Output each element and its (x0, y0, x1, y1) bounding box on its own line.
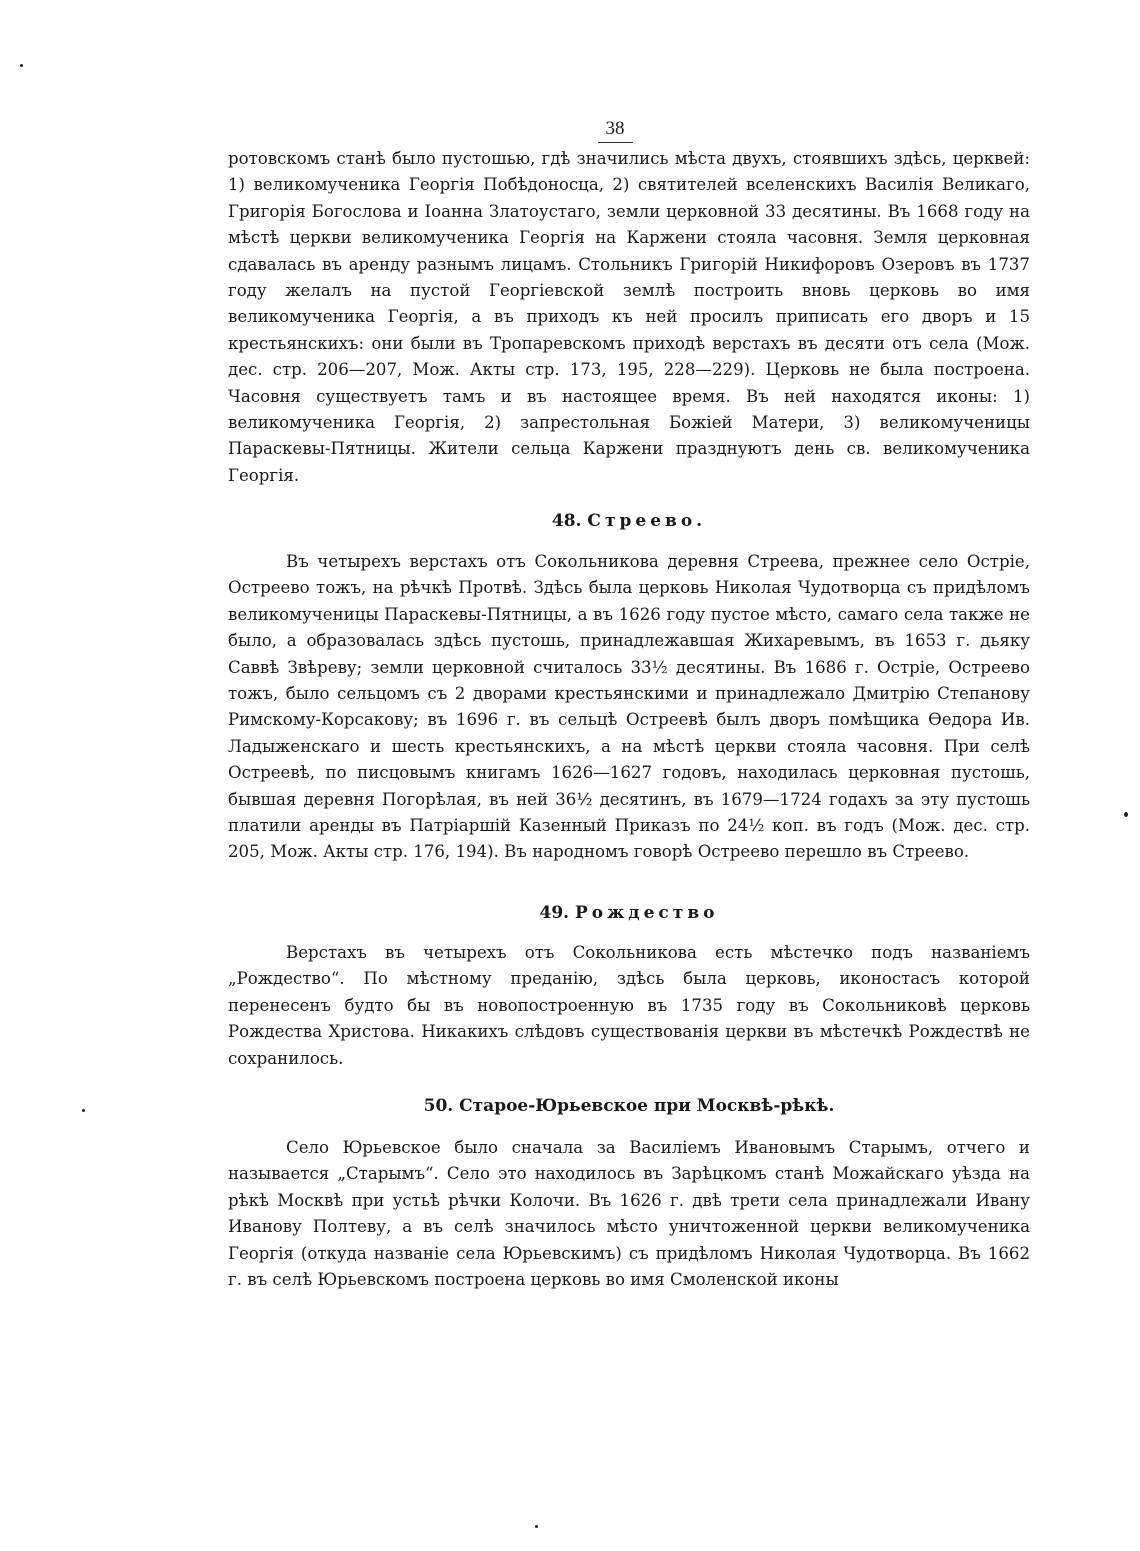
section-paragraph-49: Верстахъ въ четырехъ отъ Сокольникова есть мѣстечко подъ названіемъ „Рождество“. По мѣстному преданію, здѣсь была церковь, иконостасъ которой перенесенъ будто бы въ новопостроенную въ 1735 году въ Сокольниковѣ церковь Рождества Христова. Никакихъ слѣдовъ существованія церкви въ мѣстечкѣ Рождествѣ не сохранилось. (228, 943, 1030, 1068)
section-title: Рождество (575, 903, 719, 923)
scan-speck (535, 1525, 538, 1528)
section-title: Стреево. (587, 511, 707, 531)
section-number: 49. (539, 903, 570, 923)
section-number: 48. (551, 511, 582, 531)
scan-speck (82, 1109, 85, 1112)
scan-speck (20, 64, 23, 67)
section-heading-48 (228, 509, 1030, 533)
section-paragraph-48: Въ четырехъ верстахъ отъ Сокольникова деревня Стреева, прежнее село Остріе, Остреево тожъ, на рѣчкѣ Протвѣ. Здѣсь была церковь Николая Чудотворца съ придѣломъ великомученицы Параскевы-Пятницы, а въ 1626 году пустое мѣсто, самаго села также не было, а образовалась здѣсь пустошь, принадлежавшая Жихаревымъ, въ 1653 г. дьяку Саввѣ Звѣреву; земли церковной считалось 33½ десятины. Въ 1686 г. Остріе, Остреево тожъ, было сельцомъ съ 2 дворами крестьянскими и принадлежало Дмитрію Степанову Римскому-Корсакову; въ 1696 г. въ сельцѣ Остреевѣ былъ дворъ помѣщика Ѳедора Ив. Ладыженскаго и шесть крестьянскихъ, а на мѣстѣ церкви стояла часовня. При селѣ Остреевѣ, по писцовымъ книгамъ 1626—1627 годовъ, находилась церковная пустошь, бывшая деревня Погорѣлая, въ ней 36½ десятинъ, въ 1679—1724 годахъ за эту пустошь платили аренды въ Патріаршій Казенный Приказъ по 24½ коп. въ годъ (Мож. дес. стр. 205, Мож. Акты стр. 176, 194). Въ народномъ говорѣ Остреево перешло въ Стреево. (228, 552, 1030, 862)
section-title: Старое-Юрьевское при Москвѣ-рѣкѣ. (459, 1096, 835, 1116)
page-number (0, 118, 1140, 143)
section-paragraph-50: Село Юрьевское было сначала за Василіемъ Ивановымъ Старымъ, отчего и называется „Старымъ“. Село это находилось въ Зарѣцкомъ станѣ Можайскаго уѣзда на рѣкѣ Москвѣ при устьѣ рѣчки Колочи. Въ 1626 г. двѣ трети села принадлежали Ивану Иванову Полтеву, а въ селѣ значилось мѣсто уничтоженной церкви великомученика Георгія (откуда названіе села Юрьевскимъ) съ придѣломъ Николая Чудотворца. Въ 1662 г. въ селѣ Юрьевскомъ построена церковь во имя Смоленской иконы (228, 1138, 1030, 1290)
section-heading-49 (228, 901, 1030, 925)
section-number: 50. (423, 1096, 454, 1116)
intro-paragraph: ротовскомъ станѣ было пустошью, гдѣ значились мѣста двухъ, стоявшихъ здѣсь, церквей: 1) великомученика Георгія Побѣдоносца, 2) святителей вселенскихъ Василія Великаго, Григорія Богослова и Іоанна Златоустаго, земли церковной 33 десятины. Въ 1668 году на мѣстѣ церкви великомученика Георгія на Каржени стояла часовня. Земля церковная сдавалась въ аренду разнымъ лицамъ. Стольникъ Григорій Никифоровъ Озеровъ въ 1737 году желалъ на пустой Георгіевской землѣ построить вновь церковь во имя великомученика Георгія, а въ приходъ къ ней просилъ приписать его дворъ и 15 крестьянскихъ: они были въ Тропаревскомъ приходѣ верстахъ въ десяти отъ села (Мож. дес. стр. 206—207, Мож. Акты стр. 173, 195, 228—229). Церковь не была построена. Часовня существуетъ тамъ и въ настоящее время. Въ ней находятся иконы: 1) великомученика Георгія, 2) запрестольная Божіей Матери, 3) великомученицы Параскевы-Пятницы. Жители сельца Каржени празднуютъ день св. великомученика Георгія. (228, 149, 1030, 485)
section-heading-50 (228, 1094, 1030, 1118)
page-number-text: 38 (598, 118, 633, 143)
scan-speck (1124, 812, 1128, 817)
